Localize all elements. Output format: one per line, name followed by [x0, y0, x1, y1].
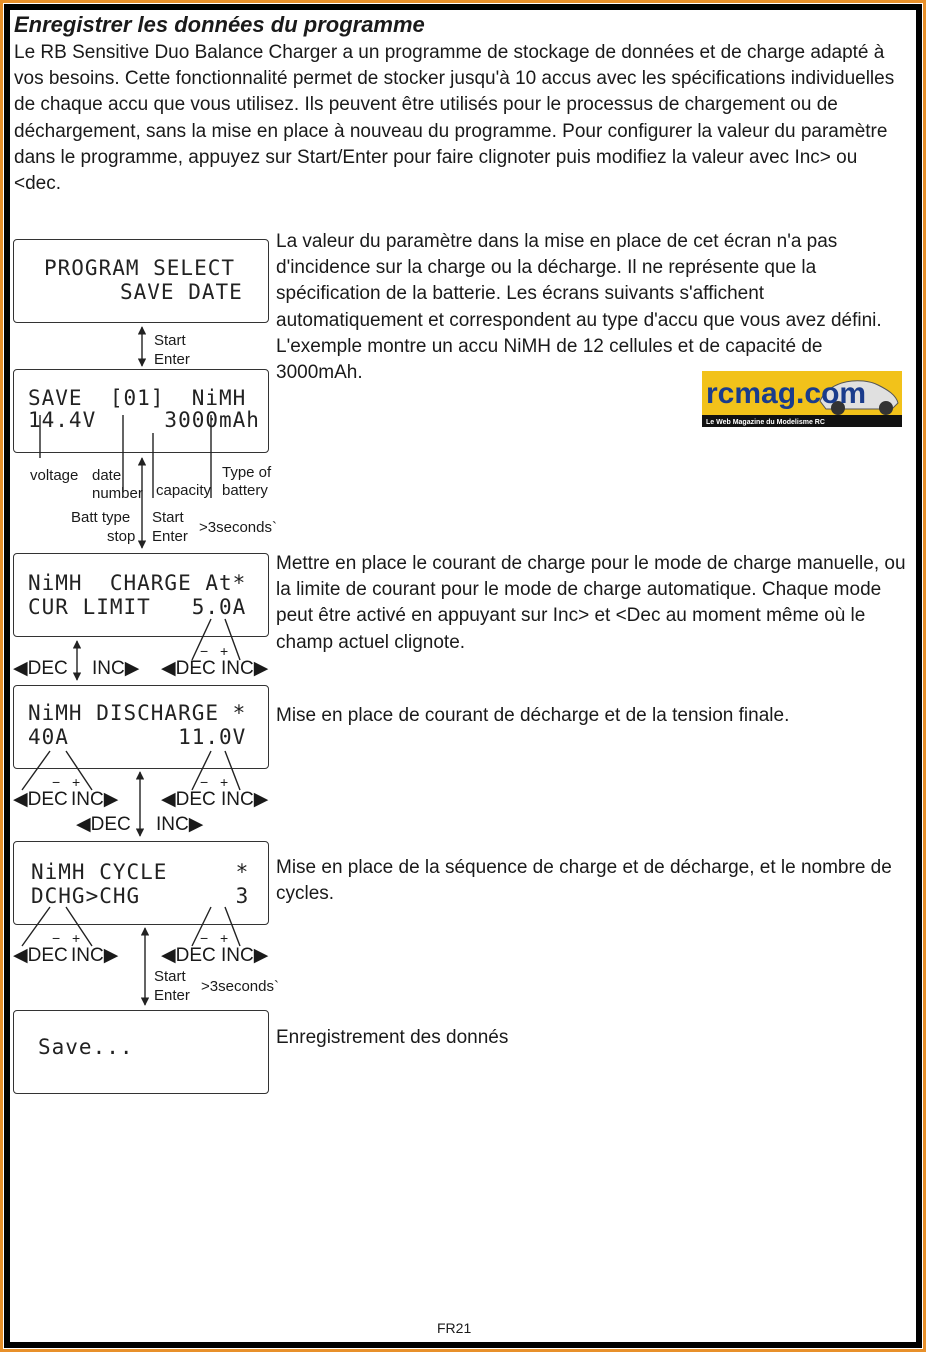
- label-minus: −: [200, 930, 209, 946]
- lcd-line-2: 14.4V 3000mAh: [28, 408, 260, 432]
- label-capacity: capacity: [156, 482, 212, 499]
- label-plus: +: [220, 643, 229, 659]
- label-plus: +: [220, 930, 229, 946]
- svg-text:Le Web Magazine du Modelisme R: Le Web Magazine du Modelisme RC: [706, 419, 825, 426]
- lcd-line-2: DCHG>CHG 3: [31, 884, 250, 908]
- label-enter: Enter: [154, 351, 190, 368]
- label-voltage: voltage: [30, 467, 79, 484]
- label-three-seconds: >3seconds`: [201, 978, 279, 995]
- page-number: FR21: [437, 1320, 472, 1336]
- page-title: Enregistrer les données du programme: [14, 12, 425, 37]
- description-saving: Enregistrement des donnés: [276, 1027, 509, 1048]
- lcd-line-1: PROGRAM SELECT: [44, 256, 236, 280]
- inc-button[interactable]: INC▶: [221, 945, 269, 966]
- lcd-line-1: NiMH CYCLE *: [31, 860, 250, 884]
- label-number: number: [92, 485, 143, 502]
- label-minus: −: [52, 930, 61, 946]
- inc-button[interactable]: INC▶: [92, 658, 140, 679]
- description-cycle: Mise en place de la séquence de charge et de décharge, et le nombre de cycles.: [276, 857, 892, 905]
- label-enter: Enter: [154, 987, 190, 1004]
- svg-text:rcmag.com: rcmag.com: [706, 377, 867, 410]
- description-discharge: Mise en place de courant de décharge et de la tension finale.: [276, 705, 790, 726]
- inc-button[interactable]: INC▶: [156, 814, 204, 835]
- inc-button[interactable]: INC▶: [71, 789, 119, 810]
- lcd-line-2: CUR LIMIT 5.0A: [28, 595, 247, 619]
- dec-button[interactable]: ◀DEC: [13, 789, 68, 810]
- label-plus: +: [72, 774, 81, 790]
- label-plus: +: [72, 930, 81, 946]
- label-start: Start: [152, 509, 184, 526]
- label-three-seconds: >3seconds`: [199, 519, 277, 536]
- lcd-line-2: 40A 11.0V: [28, 725, 247, 749]
- lcd-line-1: SAVE [01] NiMH: [28, 386, 247, 410]
- dec-button[interactable]: ◀DEC: [13, 945, 68, 966]
- inc-button[interactable]: INC▶: [221, 789, 269, 810]
- rcmag-logo: [702, 371, 902, 427]
- label-stop: stop: [107, 528, 136, 545]
- label-type-of: Type of: [222, 464, 272, 481]
- label-plus: +: [220, 774, 229, 790]
- lcd-line-2: SAVE DATE: [120, 280, 243, 304]
- intro-paragraph: Le RB Sensitive Duo Balance Charger a un programme de stockage de données et de charge adapté à vos besoins. Cette fonctionnalité permet de stocker jusqu'à 10 accus avec les spécifications individuelles de chaque accu que vous utilisez. Ils peuvent être utilisés pour le processus de chargement ou de déchargement, sans la mise en place à nouveau du programme. Pour configurer la valeur du paramètre dans le programme, appuyez sur Start/Enter pour faire clignoter puis modifiez la valeur avec Inc> ou <dec.: [14, 42, 895, 195]
- dec-button[interactable]: ◀DEC: [13, 658, 68, 679]
- dec-button[interactable]: ◀DEC: [161, 789, 216, 810]
- inc-button[interactable]: INC▶: [71, 945, 119, 966]
- label-date: date: [92, 467, 122, 484]
- label-minus: −: [52, 774, 61, 790]
- lcd-line-1: Save...: [38, 1035, 134, 1059]
- description-charge: Mettre en place le courant de charge pour le mode de charge manuelle, ou la limite de courant pour le mode de charge automatique. Chaque mode peut être activé en appuyant sur Inc> et <Dec au moment même où le champ actuel clignote.: [276, 553, 906, 653]
- label-start: Start: [154, 332, 186, 349]
- lcd-line-1: NiMH CHARGE At*: [28, 571, 247, 595]
- dec-button[interactable]: ◀DEC: [161, 658, 216, 679]
- dec-button[interactable]: ◀DEC: [76, 814, 131, 835]
- label-enter: Enter: [152, 528, 188, 545]
- inc-button[interactable]: INC▶: [221, 658, 269, 679]
- description-save-data: La valeur du paramètre dans la mise en place de cet écran n'a pas d'incidence sur la charge ou la décharge. Il ne représente que la spécification de la batterie. Les écrans suivants s'affichent automatiquement et correspondent au type d'accu que vous avez défini. L'exemple montre un accu NiMH de 12 cellules et de capacité de 3000mAh.: [276, 231, 882, 384]
- lcd-line-1: NiMH DISCHARGE *: [28, 701, 247, 725]
- label-battery: battery: [222, 482, 268, 499]
- label-batt-type: Batt type: [71, 509, 131, 526]
- dec-button[interactable]: ◀DEC: [161, 945, 216, 966]
- label-minus: −: [200, 643, 209, 659]
- label-start: Start: [154, 968, 186, 985]
- label-minus: −: [200, 774, 209, 790]
